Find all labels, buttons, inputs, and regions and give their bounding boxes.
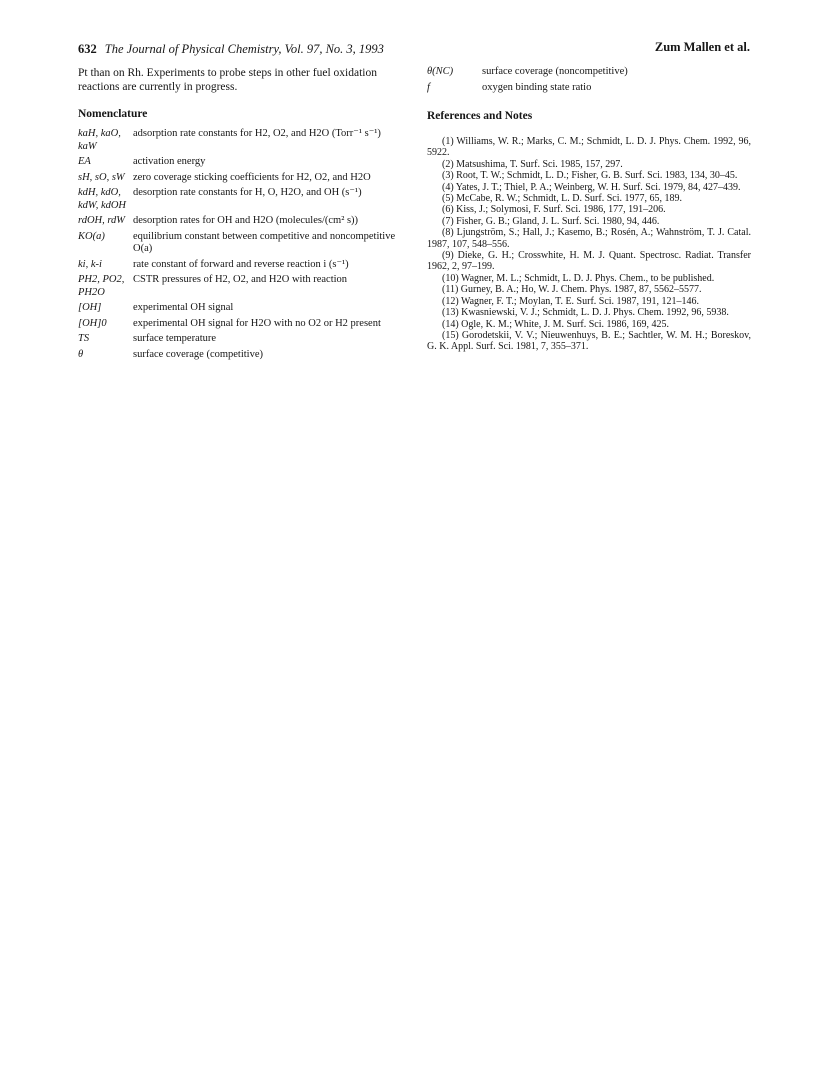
- reference-item: (1) Williams, W. R.; Marks, C. M.; Schmidt, L. D. J. Phys. Chem. 1992, 96, 5922.: [427, 136, 751, 159]
- page-number: 632: [78, 42, 97, 56]
- nomenclature-row: [78, 302, 402, 318]
- nomenclature-symbol: [OH]: [78, 302, 102, 313]
- nomenclature-symbol: kdH, kdO, kdW, kdOH: [78, 187, 127, 211]
- nomenclature-symbol: KO(a): [78, 230, 105, 242]
- nomenclature-row: [78, 215, 402, 231]
- nomenclature-symbol: sH, sO, sW: [78, 171, 125, 183]
- reference-item: (2) Matsushima, T. Surf. Sci. 1985, 157, 297.: [442, 158, 623, 170]
- nomenclature-definition: experimental OH signal: [133, 302, 234, 313]
- page-header: [78, 40, 750, 58]
- reference-item: (14) Ogle, K. M.; White, J. M. Surf. Sci. 1986, 169, 425.: [442, 318, 670, 330]
- nomenclature-row: [78, 349, 402, 365]
- nomenclature-definition: equilibrium constant between competitive and noncompetitive O(a): [133, 230, 396, 254]
- nomenclature-row: [78, 156, 402, 172]
- references-title: References and Notes: [427, 110, 533, 122]
- nomenclature-row: [78, 274, 402, 302]
- nomenclature-definition: oxygen binding state ratio: [482, 81, 592, 93]
- nomenclature-definition: CSTR pressures of H2, O2, and H2O with reaction: [133, 274, 348, 285]
- nomenclature-definition: adsorption rate constants for H2, O2, and H2O (Torr⁻¹ s⁻¹): [133, 128, 381, 139]
- nomenclature-row: [427, 66, 751, 82]
- nomenclature-definition: surface coverage (competitive): [133, 348, 264, 360]
- reference-item: (7) Fisher, G. B.; Gland, J. L. Surf. Sci. 1980, 94, 446.: [442, 215, 660, 227]
- nomenclature-symbol: PH2, PO2, PH2O: [78, 274, 125, 298]
- reference-item: (12) Wagner, F. T.; Moylan, T. E. Surf. Sci. 1987, 191, 121–146.: [442, 295, 700, 307]
- reference-item: (13) Kwasniewski, V. J.; Schmidt, L. D. J. Phys. Chem. 1992, 96, 5938.: [442, 307, 729, 319]
- nomenclature-symbol: θ: [78, 348, 84, 360]
- reference-item: (3) Root, T. W.; Schmidt, L. D.; Fisher, G. B. Surf. Sci. 1983, 134, 30–45.: [442, 170, 738, 182]
- nomenclature-symbol: kaH, kaO, kaW: [78, 128, 121, 152]
- nomenclature-row: [78, 318, 402, 334]
- reference-item: (5) McCabe, R. W.; Schmidt, L. D. Surf. Sci. 1977, 65, 189.: [442, 193, 682, 205]
- nomenclature-row: [78, 172, 402, 188]
- nomenclature-row: [78, 259, 402, 275]
- reference-item: (4) Yates, J. T.; Thiel, P. A.; Weinberg, W. H. Surf. Sci. 1979, 84, 427–439.: [442, 181, 741, 193]
- nomenclature-symbol: ki, k-i: [78, 258, 102, 270]
- nomenclature-row: [78, 333, 402, 349]
- nomenclature-definition: activation energy: [133, 156, 206, 167]
- nomenclature-title: Nomenclature: [78, 108, 148, 120]
- reference-item: (11) Gurney, B. A.; Ho, W. J. Chem. Phys. 1987, 87, 5562–5577.: [442, 284, 702, 296]
- nomenclature-row: [427, 82, 751, 98]
- nomenclature-symbol: [OH]0: [78, 317, 107, 329]
- references-list: [427, 136, 751, 353]
- nomenclature-definition: surface coverage (noncompetitive): [482, 66, 628, 77]
- reference-item: (9) Dieke, G. H.; Crosswhite, H. M. J. Quant. Spectrosc. Radiat. Transfer 1962, 2, 97–199.: [427, 250, 751, 273]
- nomenclature-symbol: rdOH, rdW: [78, 215, 126, 226]
- nomenclature-table: [78, 128, 402, 364]
- journal-citation: The Journal of Physical Chemistry, Vol. 97, No. 3, 1993: [104, 42, 384, 56]
- nomenclature-table-continued: [427, 66, 751, 97]
- reference-item: (8) Ljungström, S.; Hall, J.; Kasemo, B.; Rosén, A.; Wahnström, T. J. Catal. 1987, 107, 548–556.: [427, 227, 751, 250]
- nomenclature-row: [78, 187, 402, 215]
- nomenclature-definition: desorption rate constants for H, O, H2O, and OH (s⁻¹): [133, 187, 362, 198]
- nomenclature-symbol: TS: [78, 333, 90, 344]
- nomenclature-definition: zero coverage sticking coefficients for H2, O2, and H2O: [133, 171, 371, 183]
- reference-item: (6) Kiss, J.; Solymosi, F. Surf. Sci. 1986, 177, 191–206.: [442, 204, 666, 216]
- reference-item: (10) Wagner, M. L.; Schmidt, L. D. J. Phys. Chem., to be published.: [442, 272, 715, 284]
- running-head: Zum Mallen et al.: [654, 40, 750, 54]
- reference-item: (15) Gorodetskii, V. V.; Nieuwenhuys, B. E.; Sachtler, W. M. H.; Boreskov, G. K. Appl. Surf. Sci. 1981, 7, 355–371.: [427, 329, 751, 353]
- nomenclature-symbol: f: [427, 81, 430, 93]
- nomenclature-symbol: θ(NC): [427, 66, 454, 77]
- intro-paragraph: Pt than on Rh. Experiments to probe steps in other fuel oxidation reactions are currently in progress.: [78, 67, 377, 93]
- nomenclature-row: [78, 128, 402, 156]
- nomenclature-symbol: EA: [78, 156, 91, 167]
- left-column: [78, 66, 402, 360]
- nomenclature-row: [78, 231, 402, 259]
- nomenclature-definition: desorption rates for OH and H2O (molecules/(cm² s)): [133, 215, 359, 226]
- nomenclature-definition: experimental OH signal for H2O with no O2 or H2 present: [133, 317, 381, 329]
- nomenclature-definition: rate constant of forward and reverse reaction i (s⁻¹): [133, 258, 349, 270]
- nomenclature-definition: surface temperature: [133, 333, 217, 344]
